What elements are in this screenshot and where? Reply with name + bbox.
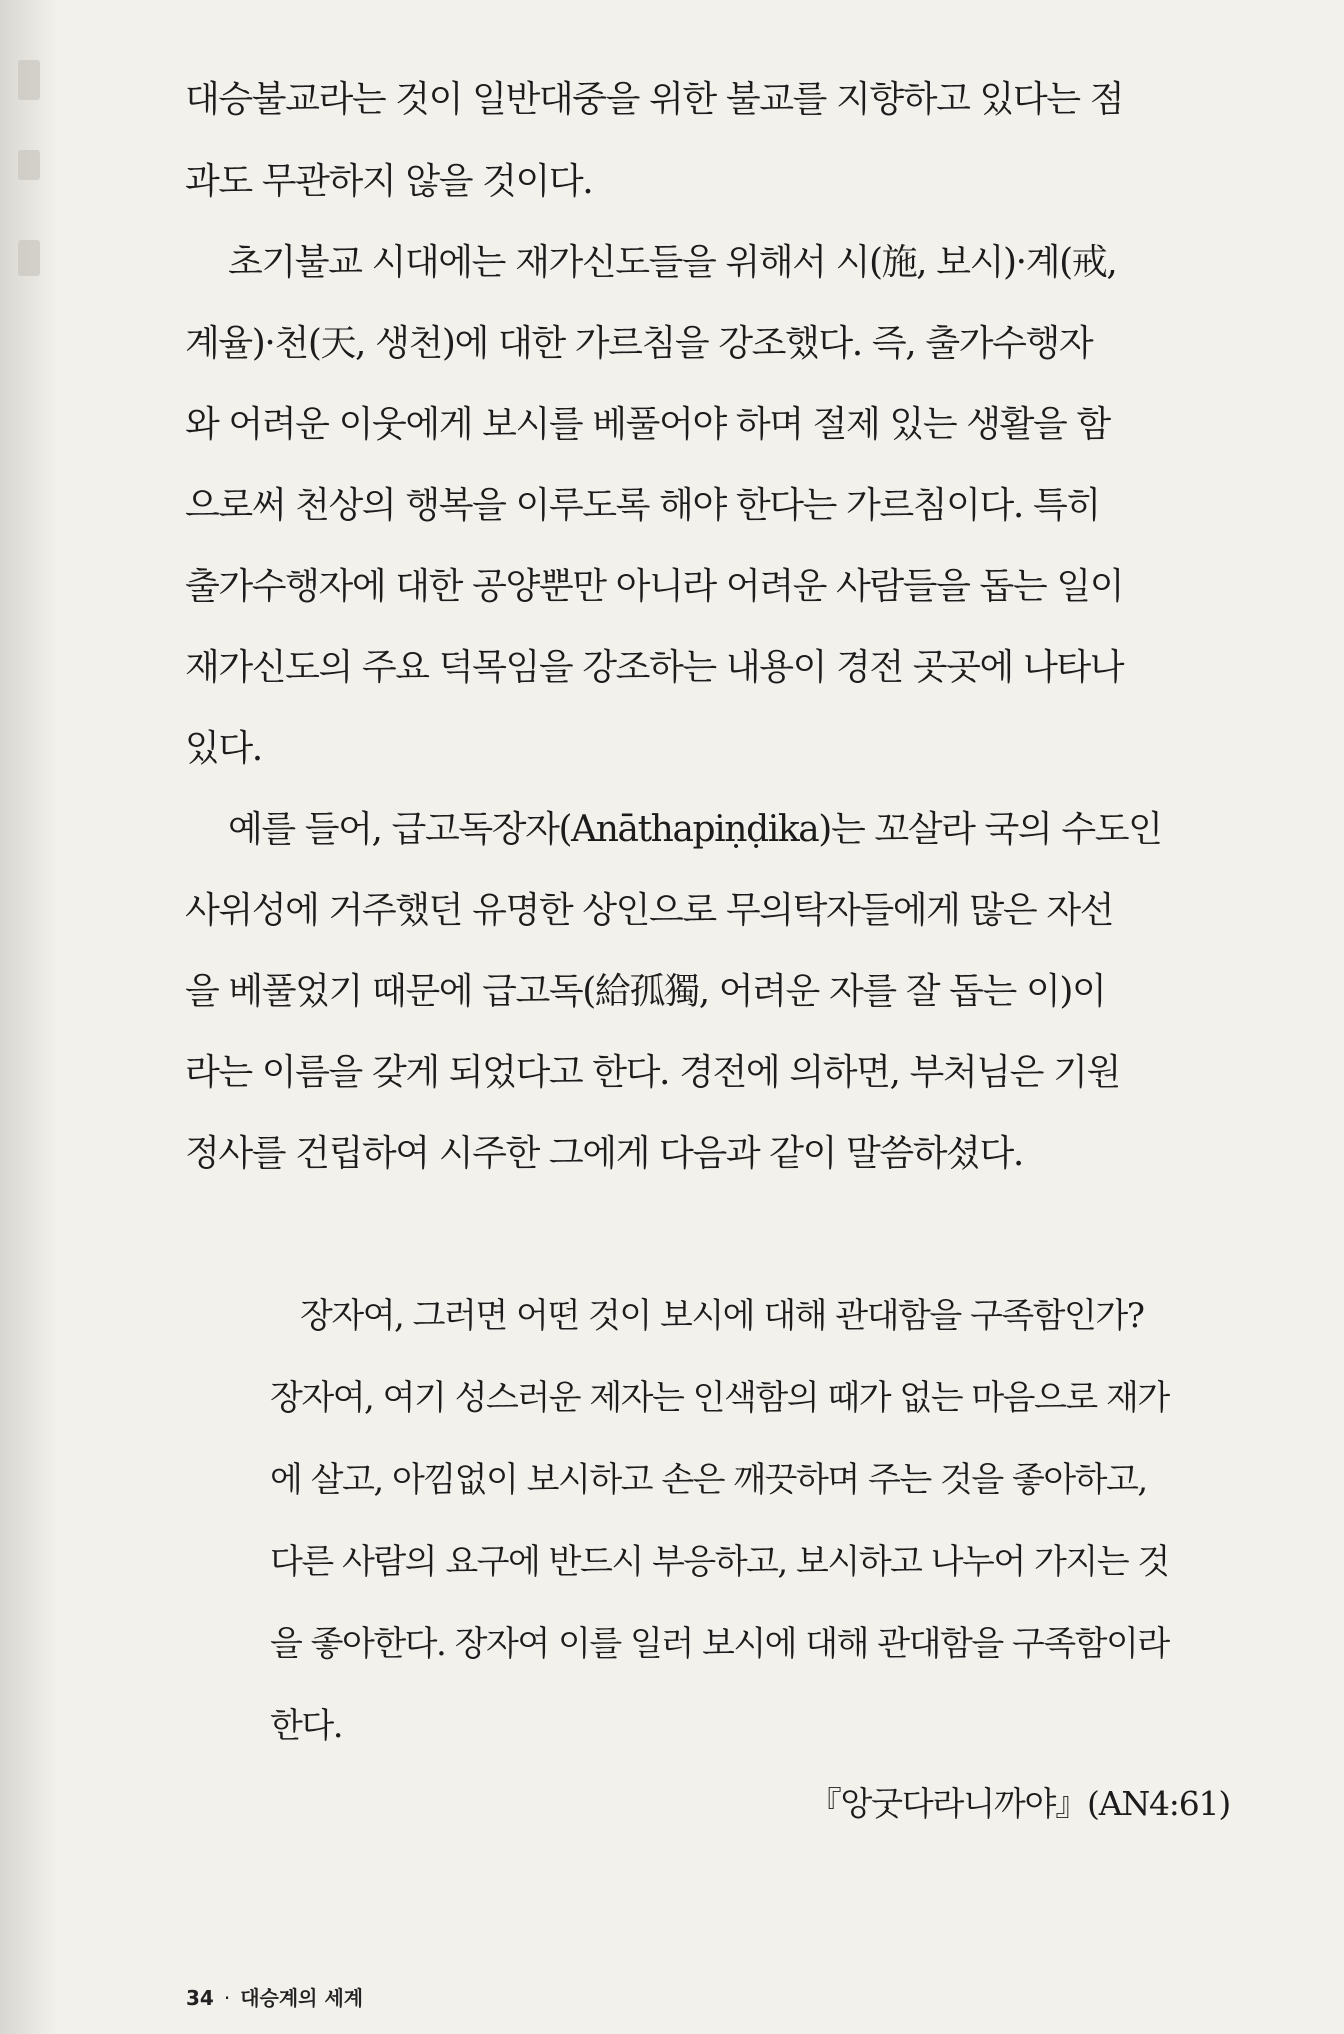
body-text-line: 을 베풀었기 때문에 급고독(給孤獨, 어려운 자를 잘 돕는 이)이 — [185, 971, 1106, 1012]
footer-separator: · — [223, 1986, 231, 2010]
quote-citation: 『앙굿다라니까야』(AN4:61) — [808, 1784, 1230, 1823]
quote-text-line: 장자여, 여기 성스러운 제자는 인색함의 때가 없는 마음으로 재가 — [270, 1378, 1169, 1418]
body-text-line: 있다. — [185, 728, 262, 769]
page-footer — [186, 1982, 363, 2011]
body-text-line: 과도 무관하지 않을 것이다. — [185, 161, 593, 202]
body-text-line: 와 어려운 이웃에게 보시를 베풀어야 하며 절제 있는 생활을 함 — [185, 404, 1110, 445]
quote-text-line: 에 살고, 아낌없이 보시하고 손은 깨끗하며 주는 것을 좋아하고, — [270, 1460, 1147, 1500]
body-text-line: 정사를 건립하여 시주한 그에게 다음과 같이 말씀하셨다. — [185, 1133, 1023, 1174]
body-text-line: 재가신도의 주요 덕목임을 강조하는 내용이 경전 곳곳에 나타나 — [185, 647, 1124, 688]
quote-text-line: 한다. — [270, 1706, 342, 1746]
body-text-line: 초기불교 시대에는 재가신도들을 위해서 시(施, 보시)·계(戒, — [228, 242, 1117, 283]
body-text-line: 라는 이름을 갖게 되었다고 한다. 경전에 의하면, 부처님은 기원 — [185, 1052, 1120, 1093]
body-text-line: 대승불교라는 것이 일반대중을 위한 불교를 지향하고 있다는 점 — [185, 79, 1124, 120]
body-text-line: 예를 들어, 급고독장자(Anāthapiṇḍika)는 꼬살라 국의 수도인 — [228, 809, 1162, 850]
quote-text-line: 을 좋아한다. 장자여 이를 일러 보시에 대해 관대함을 구족함이라 — [270, 1624, 1169, 1664]
body-text-line: 계율)·천(天, 생천)에 대한 가르침을 강조했다. 즉, 출가수행자 — [185, 323, 1093, 364]
running-title: 대승계의 세계 — [240, 1986, 364, 2010]
page-number: 34 — [186, 1986, 214, 2010]
body-text-line: 출가수행자에 대한 공양뿐만 아니라 어려운 사람들을 돕는 일이 — [185, 566, 1124, 607]
quote-text-line: 다른 사람의 요구에 반드시 부응하고, 보시하고 나누어 가지는 것 — [270, 1542, 1169, 1582]
body-text-line: 사위성에 거주했던 유명한 상인으로 무의탁자들에게 많은 자선 — [185, 890, 1114, 931]
quote-text-line: 장자여, 그러면 어떤 것이 보시에 대해 관대함을 구족함인가? — [300, 1296, 1144, 1336]
body-text-line: 으로써 천상의 행복을 이루도록 해야 한다는 가르침이다. 특히 — [185, 485, 1100, 526]
